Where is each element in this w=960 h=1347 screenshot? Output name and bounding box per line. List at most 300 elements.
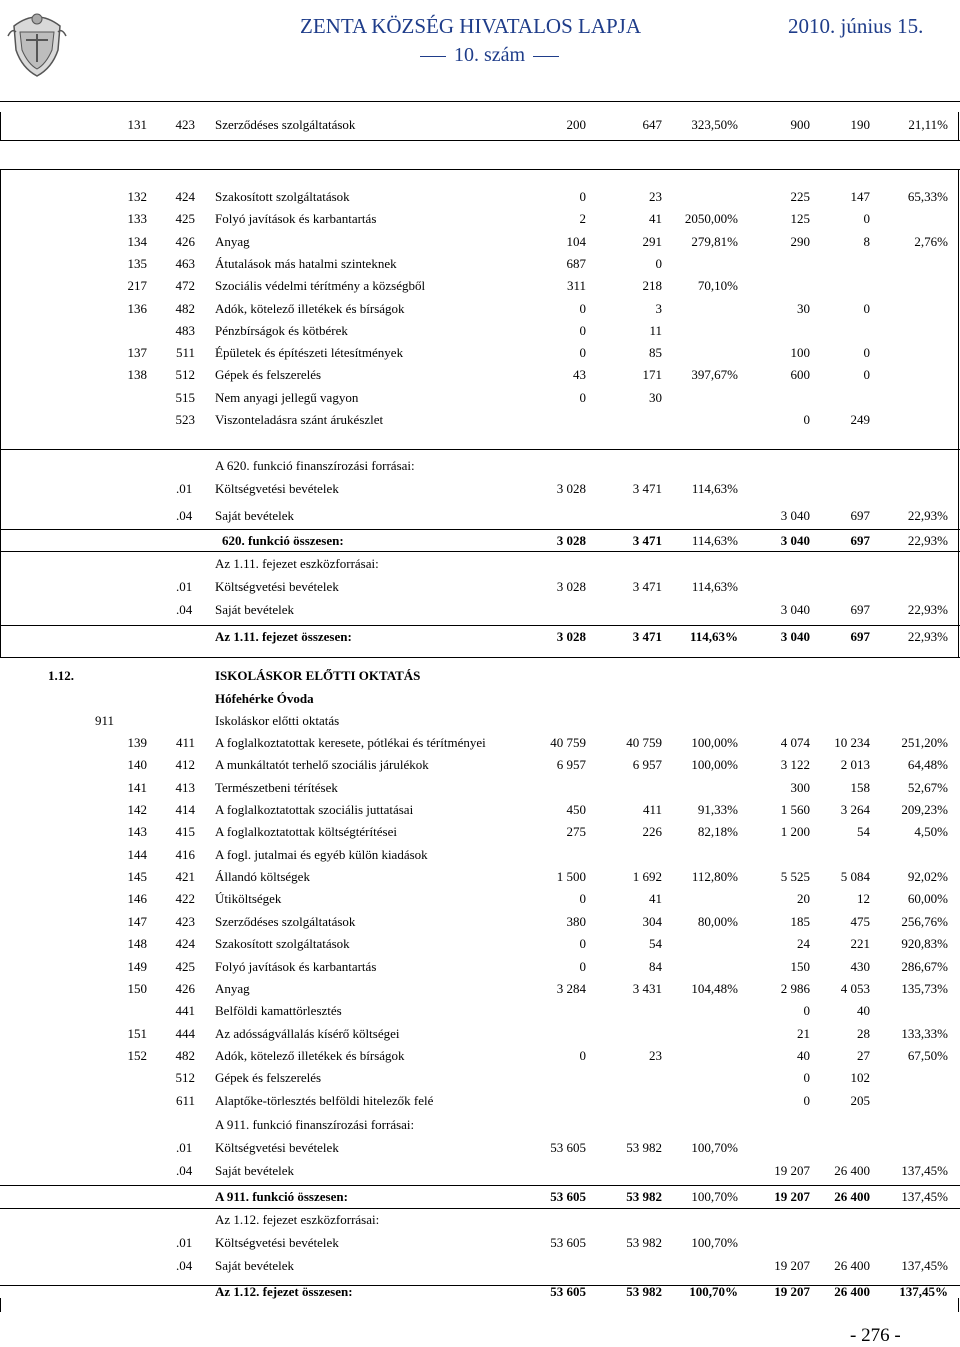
row-rule (0, 140, 960, 141)
value-2: 23 (649, 189, 662, 204)
row-rule (0, 169, 960, 170)
table-row (0, 410, 960, 430)
value-5: 26 400 (834, 1189, 870, 1204)
funding-heading (0, 1210, 960, 1230)
account-code: 146 (127, 891, 147, 907)
value-2: 304 (642, 913, 662, 929)
value-3: 100,70% (689, 1284, 738, 1299)
value-4: 125 (790, 211, 810, 227)
value-5: 5 084 (840, 869, 870, 885)
publication-date: 2010. június 15. (788, 14, 924, 38)
value-5: 28 (857, 1025, 870, 1041)
value-4: 3 040 (780, 602, 810, 617)
value-3: 114,63% (691, 533, 738, 548)
economic-code: 426 (175, 233, 195, 249)
account-code: 143 (127, 824, 147, 840)
value-1: 450 (566, 802, 586, 818)
funding-heading (0, 554, 960, 574)
account-code: 140 (127, 757, 147, 773)
value-5: 205 (850, 1092, 870, 1108)
value-1: 3 028 (556, 533, 586, 548)
value-6: 52,67% (907, 779, 948, 795)
value-2: 30 (649, 389, 662, 405)
value-1: 0 (579, 322, 586, 338)
source-code: .04 (176, 1163, 193, 1178)
value-4: 19 207 (774, 1284, 810, 1299)
economic-code: 422 (175, 891, 195, 907)
value-5: 12 (857, 891, 870, 907)
source-code: .04 (176, 1258, 193, 1273)
account-code: 149 (127, 958, 147, 974)
value-1: 0 (579, 345, 586, 361)
item-description: A foglalkoztatottak szociális juttatásai (215, 802, 414, 818)
table-row (0, 232, 960, 252)
value-2: 23 (649, 1047, 662, 1063)
section-title: ISKOLÁSKOR ELŐTTI OKTATÁS (215, 668, 421, 683)
item-description: Belföldi kamattörlesztés (215, 1003, 342, 1019)
value-6: 209,23% (901, 802, 948, 818)
publication-title: ZENTA KÖZSÉG HIVATALOS LAPJA (300, 14, 642, 38)
value-1: 0 (579, 389, 586, 405)
item-description: Folyó javítások és karbantartás (215, 958, 377, 974)
value-4: 100 (790, 345, 810, 361)
funding-row (0, 1138, 960, 1158)
value-5: 26 400 (834, 1163, 870, 1178)
source-description: Saját bevételek (215, 602, 295, 617)
value-4: 24 (797, 936, 810, 952)
table-row (0, 1024, 960, 1044)
source-description: Költségvetési bevételek (215, 1235, 339, 1250)
value-4: 5 525 (780, 869, 810, 885)
economic-code: 483 (175, 322, 195, 338)
source-code: .01 (176, 1140, 193, 1155)
item-description: Pénzbírságok és kötbérek (215, 322, 348, 338)
value-2: 3 (655, 300, 662, 316)
economic-code: 512 (175, 1070, 195, 1086)
economic-code: 421 (175, 869, 195, 885)
value-3: 70,10% (697, 278, 738, 294)
value-5: 4 053 (840, 980, 870, 996)
heading-text: A 620. funkció finanszírozási forrásai: (215, 458, 415, 473)
value-6: 64,48% (907, 757, 948, 773)
table-row (0, 957, 960, 977)
value-5: 0 (863, 345, 870, 361)
account-code: 133 (127, 211, 147, 227)
economic-code: 413 (175, 779, 195, 795)
source-description: Költségvetési bevételek (215, 481, 339, 496)
value-1: 275 (566, 824, 586, 840)
value-4: 900 (790, 117, 810, 132)
value-6: 286,67% (901, 958, 948, 974)
table-row (0, 115, 960, 135)
source-code: .04 (176, 508, 193, 523)
funding-row (0, 1161, 960, 1181)
value-1: 0 (579, 189, 586, 204)
value-5: 0 (863, 367, 870, 383)
heading-text: A 911. funkció finanszírozási forrásai: (215, 1117, 415, 1132)
value-5: 697 (850, 629, 870, 644)
account-code: 148 (127, 936, 147, 952)
value-6: 4,50% (914, 824, 948, 840)
row-rule (0, 1208, 960, 1209)
value-2: 54 (649, 936, 662, 952)
header-rule (0, 101, 960, 102)
value-3: 104,48% (691, 980, 738, 996)
value-5: 8 (863, 233, 870, 249)
account-code: 144 (127, 846, 147, 862)
item-description: Nem anyagi jellegű vagyon (215, 389, 359, 405)
table-row (0, 1068, 960, 1088)
item-description: A foglalkoztatottak keresete, pótlékai és térítményei (215, 735, 486, 750)
account-code: 134 (127, 233, 147, 249)
row-rule (0, 657, 960, 658)
value-4: 0 (803, 412, 810, 427)
value-2: 1 692 (632, 869, 662, 885)
value-1: 53 605 (550, 1189, 586, 1204)
value-1: 200 (566, 117, 586, 132)
value-6: 21,11% (908, 117, 948, 132)
institution-name: Hófehérke Óvoda (215, 691, 314, 706)
coat-of-arms-logo (6, 6, 68, 78)
value-4: 3 040 (780, 629, 810, 644)
table-row (0, 912, 960, 932)
account-code: 132 (127, 189, 147, 204)
item-description: Anyag (215, 233, 250, 249)
value-3: 80,00% (697, 913, 738, 929)
economic-code: 415 (175, 824, 195, 840)
economic-code: 424 (175, 936, 195, 952)
value-1: 53 605 (550, 1235, 586, 1250)
source-code: .01 (176, 579, 193, 594)
table-row (0, 822, 960, 842)
value-4: 19 207 (774, 1258, 810, 1273)
value-4: 1 200 (780, 824, 810, 840)
value-3: 100,70% (691, 1189, 738, 1204)
value-5: 2 013 (840, 757, 870, 773)
value-3: 279,81% (691, 233, 738, 249)
table-row (0, 889, 960, 909)
value-2: 84 (649, 958, 662, 974)
value-4: 150 (790, 958, 810, 974)
value-1: 1 500 (556, 869, 586, 885)
value-3: 91,33% (697, 802, 738, 818)
account-code: 217 (127, 278, 147, 294)
value-2: 3 471 (632, 579, 662, 594)
economic-code: 416 (175, 846, 195, 862)
value-5: 249 (850, 412, 870, 427)
section-number: 1.12. (48, 668, 74, 683)
value-2: 218 (642, 278, 662, 294)
value-1: 0 (579, 936, 586, 952)
value-2: 53 982 (626, 1189, 662, 1204)
item-description: Alaptőke-törlesztés belföldi hitelezők felé (215, 1092, 434, 1108)
item-description: Anyag (215, 980, 250, 996)
value-2: 647 (642, 117, 662, 132)
item-description: A munkáltatót terhelő szociális járulékok (215, 757, 429, 773)
value-1: 3 284 (556, 980, 586, 996)
value-6: 135,73% (901, 980, 948, 996)
value-6: 22,93% (907, 533, 948, 548)
value-1: 311 (566, 278, 586, 294)
value-3: 112,80% (691, 869, 738, 885)
account-code: 152 (127, 1047, 147, 1063)
value-4: 3 040 (780, 533, 810, 548)
institution-row (0, 689, 960, 709)
value-2: 6 957 (632, 757, 662, 773)
value-1: 3 028 (556, 629, 586, 644)
item-description: Szakosított szolgáltatások (215, 189, 350, 204)
value-1: 3 028 (556, 579, 586, 594)
section-heading (0, 666, 960, 686)
value-6: 22,93% (907, 629, 948, 644)
table-row (0, 755, 960, 775)
source-description: Saját bevételek (215, 1258, 295, 1273)
table-row (0, 187, 960, 207)
economic-code: 482 (175, 300, 195, 316)
value-4: 600 (790, 367, 810, 383)
value-1: 53 605 (550, 1140, 586, 1155)
item-description: Átutalások más hatalmi szinteknek (215, 255, 397, 271)
value-5: 475 (850, 913, 870, 929)
value-1: 53 605 (550, 1284, 586, 1299)
value-2: 3 431 (632, 980, 662, 996)
value-5: 221 (850, 936, 870, 952)
value-6: 65,33% (907, 189, 948, 204)
value-6: 251,20% (901, 735, 948, 750)
value-2: 53 982 (626, 1284, 662, 1299)
table-row (0, 209, 960, 229)
value-5: 0 (863, 211, 870, 227)
value-2: 3 471 (632, 629, 662, 644)
table-row (0, 800, 960, 820)
table-row (0, 934, 960, 954)
total-row (0, 531, 960, 551)
item-description: Gépek és felszerelés (215, 1070, 322, 1086)
value-5: 3 264 (840, 802, 870, 818)
value-1: 2 (579, 211, 586, 227)
economic-code: 412 (175, 757, 195, 773)
item-description: Állandó költségek (215, 869, 310, 885)
economic-code: 611 (175, 1092, 195, 1108)
value-6: 60,00% (907, 891, 948, 907)
value-5: 158 (850, 779, 870, 795)
account-code: 142 (127, 802, 147, 818)
value-6: 22,93% (907, 508, 948, 523)
funding-row (0, 1233, 960, 1253)
economic-code: 482 (175, 1047, 195, 1063)
value-4: 0 (803, 1070, 810, 1086)
table-row (0, 1091, 960, 1111)
value-3: 100,00% (691, 757, 738, 773)
account-code: 139 (127, 735, 147, 750)
value-5: 26 400 (834, 1258, 870, 1273)
item-description: Az adósságvállalás kísérő költségei (215, 1025, 400, 1041)
value-2: 11 (649, 322, 662, 338)
value-4: 290 (790, 233, 810, 249)
value-5: 697 (850, 508, 870, 523)
value-6: 133,33% (901, 1025, 948, 1041)
item-description: Útiköltségek (215, 891, 282, 907)
account-code: 141 (127, 779, 147, 795)
economic-code: 426 (175, 980, 195, 996)
account-code: 147 (127, 913, 147, 929)
funding-row (0, 506, 960, 526)
account-code: 135 (127, 255, 147, 271)
row-rule (0, 625, 960, 626)
table-row (0, 845, 960, 865)
economic-code: 423 (175, 913, 195, 929)
source-description: Saját bevételek (215, 508, 295, 523)
value-4: 1 560 (780, 802, 810, 818)
value-5: 147 (850, 189, 870, 204)
economic-code: 523 (175, 412, 195, 427)
value-6: 256,76% (901, 913, 948, 929)
value-1: 0 (579, 958, 586, 974)
total-row (0, 627, 960, 647)
value-2: 53 982 (626, 1140, 662, 1155)
value-4: 4 074 (780, 735, 810, 750)
item-description: Szociális védelmi térítmény a községből (215, 278, 426, 294)
value-3: 114,63% (691, 481, 738, 496)
value-3: 323,50% (691, 117, 738, 132)
item-description: Adók, kötelező illetékek és bírságok (215, 300, 405, 316)
page-number: - 276 - (850, 1325, 901, 1346)
account-code: 151 (127, 1025, 147, 1041)
row-rule (0, 551, 960, 552)
value-1: 43 (573, 367, 586, 383)
account-code: 137 (127, 345, 147, 361)
table-row (0, 979, 960, 999)
funding-heading (0, 456, 960, 476)
economic-code: 425 (175, 958, 195, 974)
value-3: 114,63% (689, 629, 738, 644)
value-4: 225 (790, 189, 810, 204)
table-row (0, 343, 960, 363)
row-rule (0, 529, 960, 530)
table-row (0, 733, 960, 753)
value-5: 697 (850, 602, 870, 617)
funding-row (0, 1256, 960, 1276)
table-row (0, 299, 960, 319)
table-row (0, 1046, 960, 1066)
value-2: 53 982 (626, 1235, 662, 1250)
economic-code: 424 (175, 189, 195, 204)
table-row (0, 1001, 960, 1021)
value-6: 92,02% (907, 869, 948, 885)
value-1: 6 957 (556, 757, 586, 773)
item-description: Gépek és felszerelés (215, 367, 322, 383)
value-4: 3 122 (780, 757, 810, 773)
account-code: 150 (127, 980, 147, 996)
item-description: Viszonteladásra szánt árukészlet (215, 412, 384, 427)
economic-code: 463 (175, 255, 195, 271)
value-1: 0 (579, 891, 586, 907)
item-description: Természetbeni térítések (215, 779, 338, 795)
source-code: .01 (176, 1235, 193, 1250)
value-5: 54 (857, 824, 870, 840)
value-4: 3 040 (780, 508, 810, 523)
row-rule (0, 1185, 960, 1186)
value-2: 226 (642, 824, 662, 840)
value-5: 27 (857, 1047, 870, 1063)
value-2: 40 759 (626, 735, 662, 750)
source-description: Költségvetési bevételek (215, 579, 339, 594)
value-5: 102 (850, 1070, 870, 1086)
account-code: 145 (127, 869, 147, 885)
value-4: 21 (797, 1025, 810, 1041)
value-1: 687 (566, 255, 586, 271)
source-code: .01 (176, 481, 193, 496)
value-4: 2 986 (780, 980, 810, 996)
value-4: 40 (797, 1047, 810, 1063)
value-4: 30 (797, 300, 810, 316)
economic-code: 515 (175, 389, 195, 405)
value-2: 291 (642, 233, 662, 249)
value-4: 19 207 (774, 1163, 810, 1178)
source-description: Saját bevételek (215, 1163, 295, 1178)
item-description: Folyó javítások és karbantartás (215, 211, 377, 227)
item-description: Szerződéses szolgáltatások (215, 117, 356, 132)
function-row (0, 711, 960, 731)
value-1: 0 (579, 1047, 586, 1063)
economic-code: 423 (175, 117, 195, 132)
value-1: 0 (579, 300, 586, 316)
funding-heading (0, 1115, 960, 1135)
value-2: 41 (649, 211, 662, 227)
economic-code: 411 (175, 735, 195, 750)
value-3: 100,70% (691, 1235, 738, 1250)
table-row (0, 321, 960, 341)
value-2: 411 (642, 802, 662, 818)
value-3: 100,00% (691, 735, 738, 750)
economic-code: 444 (175, 1025, 195, 1041)
value-5: 40 (857, 1003, 870, 1019)
value-4: 0 (803, 1003, 810, 1019)
row-rule (0, 449, 960, 450)
value-4: 0 (803, 1092, 810, 1108)
value-5: 430 (850, 958, 870, 974)
funding-row (0, 600, 960, 620)
table-row (0, 778, 960, 798)
economic-code: 512 (175, 367, 195, 383)
source-description: Költségvetési bevételek (215, 1140, 339, 1155)
economic-code: 441 (175, 1003, 195, 1019)
value-2: 85 (649, 345, 662, 361)
funding-row (0, 577, 960, 597)
value-6: 920,83% (901, 936, 948, 952)
value-6: 67,50% (907, 1047, 948, 1063)
total-label: Az 1.12. fejezet összesen: (215, 1284, 353, 1299)
economic-code: 472 (175, 278, 195, 294)
table-row (0, 254, 960, 274)
value-5: 190 (850, 117, 870, 132)
value-6: 22,93% (907, 602, 948, 617)
item-description: Szakosított szolgáltatások (215, 936, 350, 952)
value-1: 104 (566, 233, 586, 249)
value-5: 10 234 (834, 735, 870, 750)
value-4: 19 207 (774, 1189, 810, 1204)
value-2: 3 471 (632, 533, 662, 548)
economic-code: 511 (175, 345, 195, 361)
value-6: 2,76% (914, 233, 948, 249)
value-6: 137,45% (901, 1258, 948, 1273)
value-2: 0 (655, 255, 662, 271)
total-label: 620. funkció összesen: (222, 533, 344, 548)
total-label: A 911. funkció összesen: (215, 1189, 348, 1204)
value-4: 185 (790, 913, 810, 929)
value-3: 114,63% (691, 579, 738, 594)
value-3: 82,18% (697, 824, 738, 840)
